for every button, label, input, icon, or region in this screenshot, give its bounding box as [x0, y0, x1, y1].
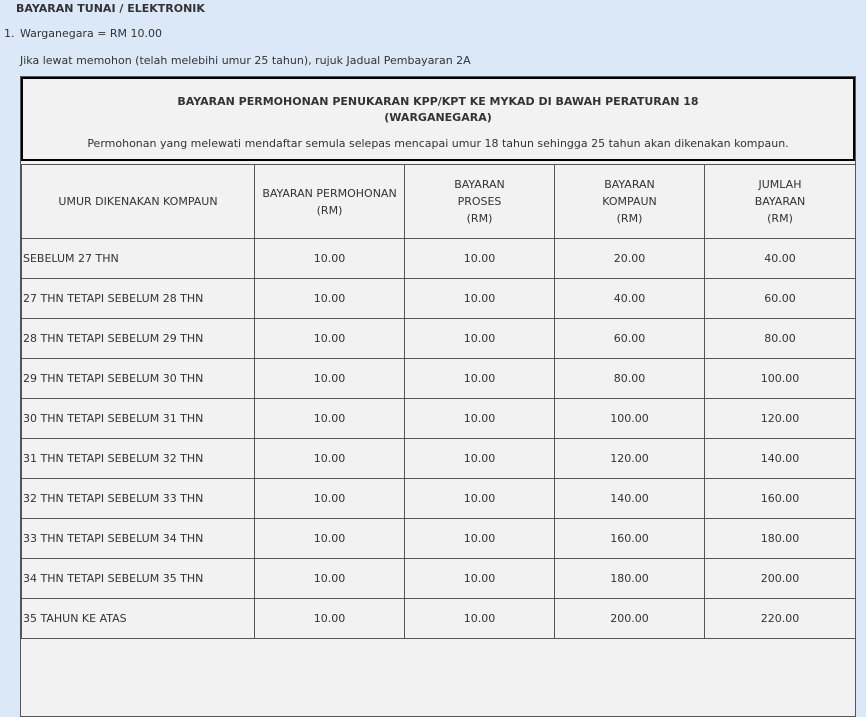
age-cell: 29 THN TETAPI SEBELUM 30 THN — [22, 359, 255, 399]
amount-cell: 10.00 — [255, 559, 405, 599]
table-row — [22, 519, 856, 559]
table-row — [22, 279, 856, 319]
amount-cell: 10.00 — [405, 359, 555, 399]
column-header — [255, 165, 405, 239]
column-header — [705, 165, 856, 239]
table-row — [22, 599, 856, 639]
column-header — [405, 165, 555, 239]
amount-cell: 10.00 — [255, 599, 405, 639]
amount-cell: 40.00 — [555, 279, 705, 319]
fee-table-container — [20, 76, 856, 717]
amount-cell: 10.00 — [405, 439, 555, 479]
table-title-box — [21, 77, 855, 161]
column-header-line: BAYARAN — [604, 178, 655, 191]
amount-cell: 200.00 — [555, 599, 705, 639]
age-cell: SEBELUM 27 THN — [22, 239, 255, 279]
column-header-line: (RM) — [466, 212, 493, 225]
amount-cell: 140.00 — [705, 439, 856, 479]
amount-cell: 10.00 — [255, 399, 405, 439]
amount-cell: 10.00 — [255, 479, 405, 519]
amount-cell: 10.00 — [405, 479, 555, 519]
age-cell: 32 THN TETAPI SEBELUM 33 THN — [22, 479, 255, 519]
amount-cell: 10.00 — [405, 519, 555, 559]
fee-item — [4, 27, 162, 40]
table-subtitle: (WARGANEGARA) — [384, 111, 492, 124]
amount-cell: 10.00 — [405, 239, 555, 279]
amount-cell: 160.00 — [555, 519, 705, 559]
amount-cell: 180.00 — [705, 519, 856, 559]
column-header — [22, 165, 255, 239]
table-row — [22, 359, 856, 399]
table-header-row — [22, 165, 856, 239]
column-header — [555, 165, 705, 239]
amount-cell: 10.00 — [255, 359, 405, 399]
amount-cell: 60.00 — [705, 279, 856, 319]
amount-cell: 140.00 — [555, 479, 705, 519]
amount-cell: 220.00 — [705, 599, 856, 639]
item-text: Warganegara = RM 10.00 — [20, 27, 163, 40]
column-header-line: BAYARAN PERMOHONAN — [262, 186, 397, 200]
section-heading: BAYARAN TUNAI / ELEKTRONIK — [16, 2, 205, 15]
table-row — [22, 319, 856, 359]
amount-cell: 80.00 — [555, 359, 705, 399]
table-title: BAYARAN PERMOHONAN PENUKARAN KPP/KPT KE MYKAD DI BAWAH PERATURAN 18 — [177, 95, 699, 108]
amount-cell: 180.00 — [555, 559, 705, 599]
table-row — [22, 399, 856, 439]
item-number: 1. — [4, 27, 15, 40]
fee-table — [21, 164, 856, 639]
age-cell: 30 THN TETAPI SEBELUM 31 THN — [22, 399, 255, 439]
amount-cell: 120.00 — [555, 439, 705, 479]
column-header-line: JUMLAH — [758, 178, 802, 191]
amount-cell: 100.00 — [705, 359, 856, 399]
table-row — [22, 439, 856, 479]
age-cell: 31 THN TETAPI SEBELUM 32 THN — [22, 439, 255, 479]
column-header-line: BAYARAN — [454, 178, 505, 191]
column-header-line: PROSES — [457, 195, 502, 208]
amount-cell: 40.00 — [705, 239, 856, 279]
column-header-line: BAYARAN — [754, 195, 806, 208]
column-header-line: UMUR DIKENAKAN KOMPAUN — [58, 195, 218, 208]
age-cell: 33 THN TETAPI SEBELUM 34 THN — [22, 519, 255, 559]
amount-cell: 10.00 — [405, 279, 555, 319]
age-cell: 28 THN TETAPI SEBELUM 29 THN — [22, 319, 255, 359]
age-cell: 27 THN TETAPI SEBELUM 28 THN — [22, 279, 255, 319]
amount-cell: 100.00 — [555, 399, 705, 439]
age-cell: 34 THN TETAPI SEBELUM 35 THN — [22, 559, 255, 599]
amount-cell: 80.00 — [705, 319, 856, 359]
table-row — [22, 239, 856, 279]
column-header-line: (RM) — [316, 203, 343, 217]
column-header-line: (RM) — [767, 212, 793, 225]
column-header-line: (RM) — [616, 212, 643, 225]
amount-cell: 10.00 — [405, 319, 555, 359]
amount-cell: 200.00 — [705, 559, 856, 599]
amount-cell: 10.00 — [255, 279, 405, 319]
age-cell: 35 TAHUN KE ATAS — [22, 599, 255, 639]
amount-cell: 120.00 — [705, 399, 856, 439]
amount-cell: 10.00 — [255, 439, 405, 479]
amount-cell: 10.00 — [255, 319, 405, 359]
amount-cell: 10.00 — [405, 599, 555, 639]
amount-cell: 10.00 — [255, 519, 405, 559]
table-row — [22, 479, 856, 519]
column-header-line: KOMPAUN — [602, 195, 657, 208]
amount-cell: 10.00 — [405, 559, 555, 599]
late-note: Jika lewat memohon (telah melebihi umur 25 tahun), rujuk Jadual Pembayaran 2A — [20, 54, 471, 67]
amount-cell: 160.00 — [705, 479, 856, 519]
table-row — [22, 559, 856, 599]
amount-cell: 60.00 — [555, 319, 705, 359]
amount-cell: 10.00 — [405, 399, 555, 439]
amount-cell: 20.00 — [555, 239, 705, 279]
table-description: Permohonan yang melewati mendaftar semula selepas mencapai umur 18 tahun sehingga 25 tahun akan dikenakan kompaun. — [87, 137, 789, 150]
amount-cell: 10.00 — [255, 239, 405, 279]
